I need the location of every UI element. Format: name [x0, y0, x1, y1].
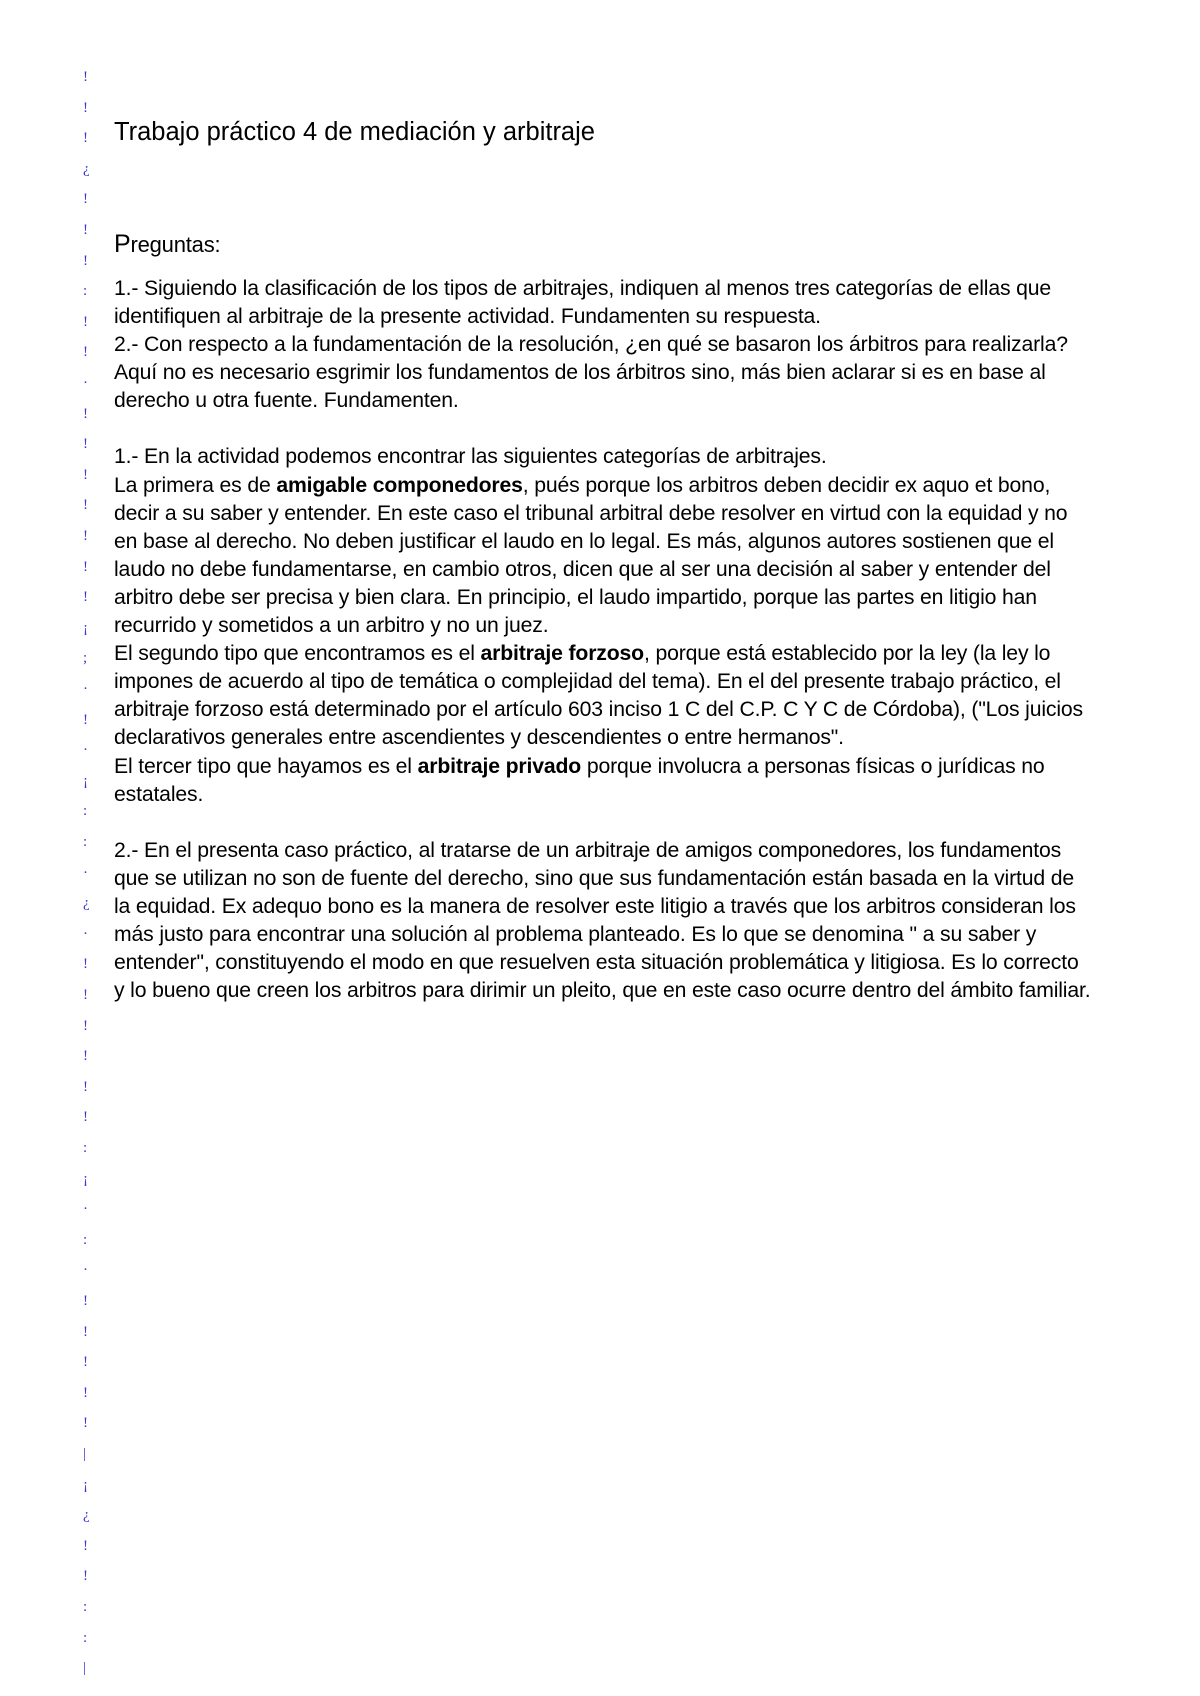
- document-title: Trabajo práctico 4 de mediación y arbitraje: [114, 118, 595, 146]
- answer-2: 2.- En el presenta caso práctico, al tratarse de un arbitraje de amigos componedores, los fundamentos que se utilizan no son de fuente del derecho, sino que sus fundamentación están basada en la virtud de la equidad. Ex adequo bono es la manera de resolver este litigio a través que los arbitros consideran los más justo para encontrar una solución al problema planteado. Es lo que se denomina " a su saber y entender", constituyendo el modo en que resuelven esta situación problemática y litigiosa. Es lo correcto y lo bueno que creen los arbitros para dirimir un pleito, que en este caso ocurre dentro del ámbito familiar.: [114, 838, 1091, 1003]
- margin-mark: !: [83, 1323, 88, 1340]
- margin-mark: ·: [83, 375, 88, 391]
- answer-1-first-term: amigable componedores: [276, 473, 523, 497]
- margin-mark: !: [83, 222, 88, 238]
- question-1: 1.- Siguiendo la clasificación de los tipos de arbitrajes, indiquen al menos tres categorías de ellas que identifiquen al arbitraje de la presente actividad. Fundamenten su respuesta.: [114, 277, 1052, 329]
- answer-1-second-text-pre: El segundo tipo que encontramos es el: [114, 642, 481, 666]
- margin-mark: ¡: [83, 1170, 88, 1187]
- margin-mark: ·: [83, 925, 88, 942]
- margin-mark: ¿: [83, 895, 90, 912]
- margin-mark: !: [83, 711, 88, 728]
- margin-mark: !: [83, 1078, 88, 1095]
- margin-mark: ¡: [83, 772, 88, 789]
- questions-heading-rest: reguntas:: [130, 232, 221, 257]
- margin-mark: :: [83, 1140, 88, 1156]
- margin-mark: :: [83, 1599, 88, 1615]
- questions-heading-initial: P: [114, 230, 131, 258]
- margin-mark: ·: [83, 1201, 88, 1218]
- answer-1-second-term: arbitraje forzoso: [480, 642, 644, 666]
- answer-1-second-category: [114, 640, 1094, 752]
- margin-mark: :: [83, 1231, 88, 1248]
- margin-mark: !: [83, 1109, 88, 1126]
- question-2: 2.- Con respecto a la fundamentación de la resolución, ¿en qué se basaron los árbitros para realizarla? Aquí no es necesario esgrimir los fundamentos de los árbitros sino, más bien aclarar si es en base al derecho u otra fuente. Fundamenten.: [114, 333, 1068, 413]
- margin-mark: :: [83, 803, 88, 820]
- margin-mark: |: [83, 1660, 87, 1677]
- answer-1-third-text-post: porque involucra a personas físicas o jurídicas no estatales.: [114, 754, 1045, 806]
- margin-mark: !: [83, 99, 88, 116]
- margin-mark: !: [83, 1293, 88, 1309]
- margin-mark: ¿: [83, 1507, 90, 1524]
- answer-1-first-text-post: , pués porque los arbitros deben decidir ex aquo et bono, decir a su saber y entender. En este caso el tribunal arbitral debe resolver en virtud con la equidad y no en base al derecho. No deben justificar el laudo en lo legal. Es más, algunos autores sostienen que el laudo no debe fundamentarse, en cambio otros, dicen que al ser una decisión al saber y entender del arbitro debe ser precisa y bien clara. En principio, el laudo impartido, porque las partes en litigio han recurrido y sometidos a un arbitro y no un juez.: [114, 473, 1068, 638]
- margin-mark: !: [83, 1537, 88, 1554]
- margin-mark: :: [83, 834, 88, 850]
- document-body: [114, 116, 1094, 1005]
- margin-mark: !: [83, 987, 88, 1003]
- margin-mark: !: [83, 436, 88, 453]
- margin-annotation-marks: [83, 70, 95, 1690]
- answer-1-first-text-pre: La primera es de: [114, 473, 277, 497]
- margin-mark: !: [83, 1354, 88, 1371]
- margin-mark: !: [83, 1415, 88, 1432]
- answer-1-second-text-post: , porque está establecido por la ley (la ley lo impones de acuerdo al tipo de temática o complejidad del tema). En el del presente trabajo práctico, el arbitraje forzoso está determinado por el artículo 603 inciso 1 C del C.P. C Y C de Córdoba), ("Los juicios declarativos generales entre ascendientes y descendientes o entre hermanos".: [114, 642, 1083, 750]
- answer-1-first-category: [114, 472, 1094, 641]
- answer-1-intro: 1.- En la actividad podemos encontrar las siguientes categorías de arbitrajes.: [114, 445, 827, 469]
- margin-mark: ¿: [83, 160, 90, 177]
- margin-mark: ·: [83, 742, 88, 759]
- margin-mark: !: [83, 191, 88, 208]
- margin-mark: :: [83, 283, 88, 300]
- margin-mark: !: [83, 69, 88, 85]
- margin-mark: !: [83, 252, 88, 269]
- margin-mark: !: [83, 130, 88, 147]
- margin-mark: !: [83, 956, 88, 973]
- questions-heading: [114, 230, 1094, 259]
- margin-mark: ·: [83, 1262, 88, 1279]
- margin-mark: !: [83, 344, 88, 361]
- margin-mark: !: [83, 1017, 88, 1034]
- margin-mark: :: [83, 1629, 88, 1646]
- margin-mark: !: [83, 528, 88, 544]
- margin-mark: !: [83, 466, 88, 483]
- margin-mark: ·: [83, 864, 88, 881]
- margin-mark: !: [83, 589, 88, 606]
- margin-mark: ¡: [83, 619, 88, 636]
- margin-mark: ¡: [83, 1476, 88, 1493]
- answer-1-third-text-pre: El tercer tipo que hayamos es el: [114, 754, 418, 778]
- margin-mark: !: [83, 1048, 88, 1065]
- margin-mark: ·: [83, 681, 88, 697]
- answer-1-third-term: arbitraje privado: [417, 754, 582, 778]
- margin-mark: |: [83, 1446, 87, 1462]
- answer-1-third-category: [114, 753, 1094, 809]
- margin-mark: !: [83, 1568, 88, 1585]
- margin-mark: !: [83, 313, 88, 330]
- margin-mark: !: [83, 1384, 88, 1401]
- margin-mark: !: [83, 497, 88, 514]
- margin-mark: !: [83, 405, 88, 422]
- margin-mark: !: [83, 558, 88, 575]
- margin-mark: ;: [83, 650, 88, 667]
